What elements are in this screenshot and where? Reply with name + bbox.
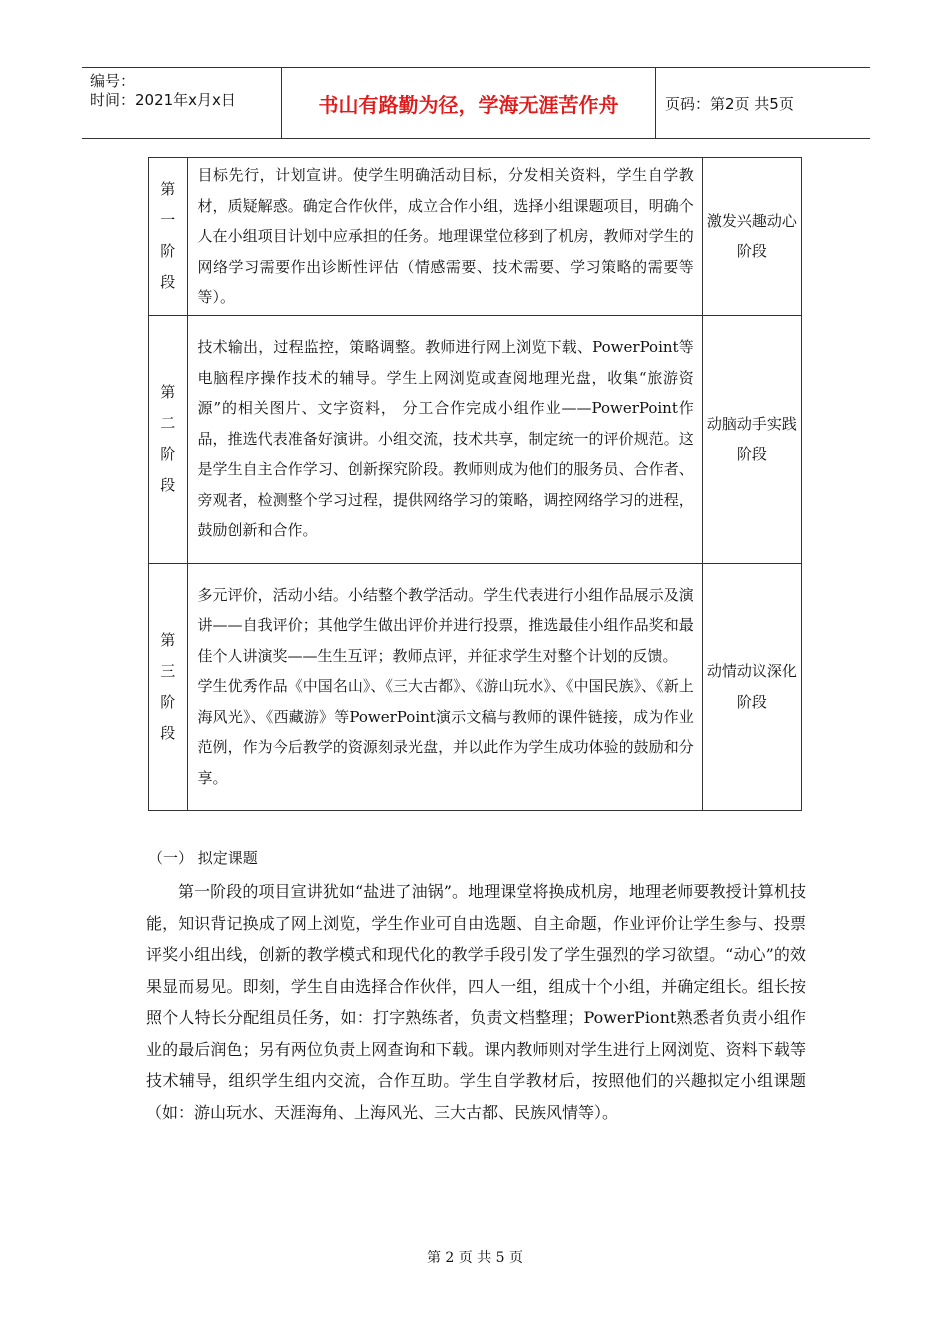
header-page-label: 页码：第2页 共5页 (665, 94, 794, 113)
stage-label-cell (149, 563, 188, 810)
body-paragraph: 第一阶段的项目宣讲犹如“盐进了油锅”。地理课堂将换成机房，地理老师要教授计算机技能，知识背记换成了网上浏览，学生作业可自由选题、自主命题，作业评价让学生参与、投票评奖小组出线，创新的教学模式和现代化的教学手段引发了学生强烈的学习欲望。“动心”的效果显而易见。即刻，学生自由选择合作伙伴，四人一组，组成十个小组，并确定组长。组长按照个人特长分配组员任务，如：打字熟练者，负责文档整理；PowerPiont熟悉者负责小组作业的最后润色；另有两位负责上网查询和下载。课内教师则对学生进行上网浏览、资料下载等技术辅导，组织学生组内交流，合作互助。学生自学教材后，按照他们的兴趣拟定小组课题（如：游山玩水、天涯海角、上海风光、三大古都、民族风情等）。 (146, 882, 806, 1122)
stage-goal-cell (702, 563, 801, 810)
stage-label-cell (149, 158, 188, 316)
stage-label: 第二阶段 (160, 383, 176, 494)
stage-goal: 激发兴趣动心阶段 (706, 211, 797, 261)
page-footer: 第 2 页 共 5 页 (426, 1250, 524, 1266)
stage-table (148, 157, 802, 811)
stage-content-cell (187, 563, 702, 810)
table-row (149, 563, 802, 810)
time-label: 时间：2021年x月x日 (90, 91, 236, 109)
stage-content-cell (187, 158, 702, 316)
stage-goal-cell (702, 315, 801, 563)
number-label: 编号： (90, 72, 136, 90)
stage-goal-cell (702, 158, 801, 316)
stage-content: 学生优秀作品《中国名山》、《三大古都》、《游山玩水》、《中国民族》、《新上海风光》、《西藏游》等PowerPoint演示文稿与教师的课件链接，成为作业范例，作为今后教学的资源刻录光盘，并以此作为学生成功体验的鼓励和分享。 (197, 677, 694, 787)
stage-content: 多元评价，活动小结。小结整个教学活动。学生代表进行小组作品展示及演讲——自我评价；其他学生做出评价并进行投票，推选最佳小组作品奖和最佳个人讲演奖——生生互评；教师点评，并征求学生对整个计划的反馈。 (197, 585, 694, 665)
stage-goal: 动脑动手实践阶段 (706, 414, 797, 463)
table-row (149, 315, 802, 563)
stage-content: 技术输出，过程监控，策略调整。教师进行网上浏览下载、PowerPoint等电脑程序操作技术的辅导。学生上网浏览或查阅地理光盘，收集“旅游资源”的相关图片、文字资料， 分工合作完成小组作业——PowerPoint作品，推选代表准备好演讲。小组交流，技术共享，制定统一的评价规范。这是学生自主合作学习、创新探究阶段。教师则成为他们的服务员、合作者、旁观者，检测整个学习过程，提供网络学习的策略，调控网络学习的进程，鼓励创新和合作。 (197, 338, 694, 540)
stage-label: 第三阶段 (160, 630, 176, 742)
stage-label: 第一阶段 (160, 180, 176, 292)
stage-label-cell (149, 315, 188, 563)
stage-content-cell (187, 315, 702, 563)
table-row (149, 158, 802, 316)
page-header (82, 67, 870, 139)
stage-content: 目标先行，计划宣讲。使学生明确活动目标，分发相关资料，学生自学教材，质疑解惑。确定合作伙伴，成立合作小组，选择小组课题项目，明确个人在小组项目计划中应承担的任务。地理课堂位移到了机房，教师对学生的网络学习需要作出诊断性评估（情感需要、技术需要、学习策略的需要等等）。 (197, 166, 694, 306)
header-meta (82, 68, 282, 138)
section-title: （一） 拟定课题 (148, 849, 258, 867)
stage-goal: 动情动议深化阶段 (706, 662, 797, 711)
header-motto: 书山有路勤为径，学海无涯苦作舟 (282, 68, 656, 138)
